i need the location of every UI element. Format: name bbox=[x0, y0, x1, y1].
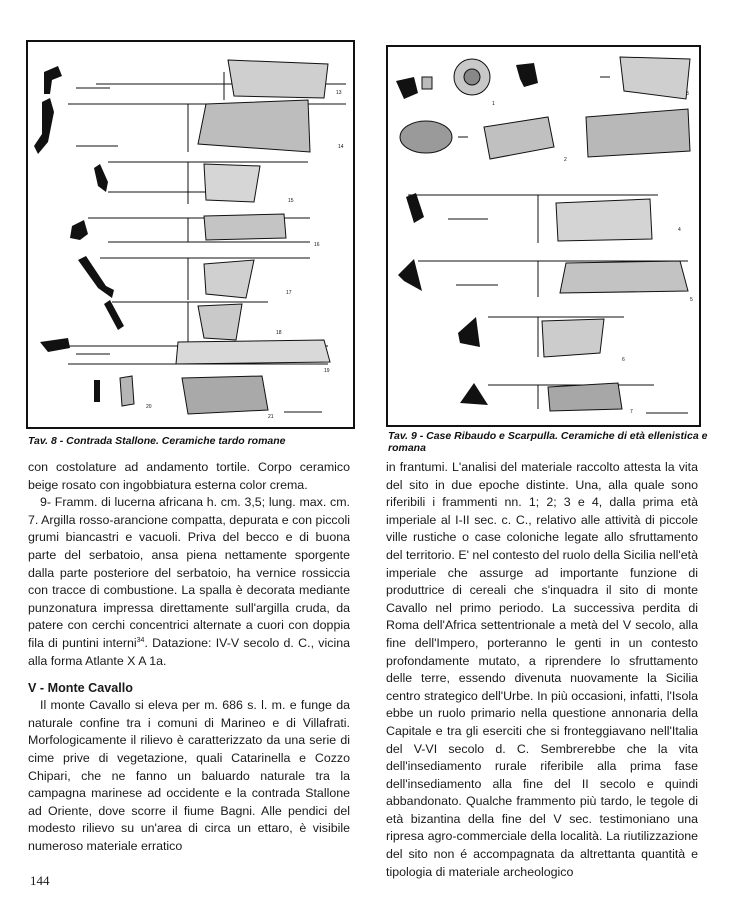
rim-profile-15 bbox=[94, 164, 108, 192]
fig-num-7: 7 bbox=[630, 409, 633, 415]
pottery-drawings-tav-8 bbox=[28, 42, 353, 427]
handle-20 bbox=[120, 376, 134, 406]
fig-num-18: 18 bbox=[276, 330, 282, 336]
sherd-13 bbox=[228, 60, 328, 98]
fig-num-16: 16 bbox=[314, 242, 320, 248]
lamp-fragment-2 bbox=[400, 121, 452, 153]
footnote-ref: 34 bbox=[136, 636, 145, 644]
fig-num-2: 2 bbox=[564, 157, 567, 163]
rim-profile-14 bbox=[34, 98, 54, 154]
rim-profile-13 bbox=[44, 66, 62, 94]
paragraph-lucerna bbox=[28, 494, 350, 670]
fig-num-17: 17 bbox=[286, 290, 292, 296]
rim-profile-6 bbox=[458, 317, 480, 347]
fig-num-6: 6 bbox=[622, 357, 625, 363]
rim-profile-3 bbox=[516, 63, 538, 87]
lamp-fragment-21 bbox=[182, 376, 268, 414]
rim-profile-19 bbox=[40, 338, 70, 352]
page-number: 144 bbox=[30, 873, 50, 888]
fig-num-15: 15 bbox=[288, 198, 294, 204]
sherd-4 bbox=[556, 199, 652, 241]
sherd-2b bbox=[586, 109, 690, 157]
figure-tav-9 bbox=[386, 45, 701, 427]
fig-num-13: 13 bbox=[336, 90, 342, 96]
sherd-6 bbox=[542, 319, 604, 357]
paragraph-lucerna-main: 9- Framm. di lucerna africana h. cm. 3,5; lung. max. cm. 7. Argilla rosso-arancione compatta, depurata e con piccoli grumi biancastri e vacuoli. Priva del becco e di buona parte del serbatoio, ansa piena nettamente sporgente dalla parte posteriore del serbatoio, ha vernice rossiccia con tracce di combustione. La spalla è decorata mediante punzonatura impressa direttamente sull'argilla cruda, da patere con cerchi concentrici alternate a cuori con doppia fila di puntini interni bbox=[28, 495, 350, 650]
rim-profile-16 bbox=[70, 220, 88, 240]
rim-profile-5 bbox=[398, 259, 422, 291]
sherd-2a bbox=[484, 117, 554, 159]
sherd-15 bbox=[204, 164, 260, 202]
paragraph-lucerna-tail: . Datazione: IV-V secolo d. C., vicina alla forma Atlante X A 1a. bbox=[28, 635, 350, 668]
sherd-7 bbox=[548, 383, 622, 411]
figure-tav-8 bbox=[26, 40, 355, 429]
sherd-16 bbox=[204, 214, 286, 240]
fig-num-1: 1 bbox=[492, 101, 495, 107]
paragraph-analisi: in frantumi. L'analisi del materiale raccolto attesta la vita del sito in due epoche distinte. Una, alla quale sono riferibili i frammenti nn. 1; 2; 3 e 4, dalla prima età imperiale al I-II sec. c. C., relativo alle attività di piccole ville rustiche o case coloniche legate allo sfruttamento del territorio. E' nel contesto del ruolo della Sicilia nell'età imperiale che assurge ad importante funzione di produttrice di cereali che s'inquadra il sito di monte Cavallo nel primo periodo. La successiva perdita di Roma dell'Africa settentrionale a metà del V secolo, alla fine dell'Impero, porteranno le genti in un contesto profondamente mutato, a riprendere lo sfruttamento delle terre, essendo divenuta nuovamente la Sicilia centro strategico dell'Urbe. In più occasioni, infatti, l'Isola ebbe un ruolo primario nella questione annonaria della Capitale e tra gli eserciti che si fronteggiavano nell'Italia del V-VI secolo d. C. Sembrerebbe che la vita dell'insediamento rurale riferibile alla prima fase dell'insediamento alla fine del II secolo e quindi abbandonato. Qualche frammento più tardo, le tegole di età bizantina della fine del V sec. testimoniano una ripresa agro-commerciale della località. La riutilizzazione del sito non é accompagnata da altrettanta quantità e tipologia di materiale archeologico bbox=[386, 460, 698, 879]
fig-num-20: 20 bbox=[146, 404, 152, 410]
rim-profile-1 bbox=[396, 77, 418, 99]
sherd-18 bbox=[198, 304, 242, 340]
fig-num-3: 3 bbox=[686, 91, 689, 97]
sherd-5 bbox=[560, 261, 688, 293]
right-text-column bbox=[386, 459, 698, 881]
rim-profile-7 bbox=[460, 383, 488, 405]
rim-profile-18 bbox=[104, 300, 124, 330]
section-heading: V - Monte Cavallo bbox=[28, 681, 133, 696]
sherd-19 bbox=[176, 340, 330, 364]
sherd-3 bbox=[620, 57, 690, 99]
paragraph-monte-cavallo: Il monte Cavallo si eleva per m. 686 s. l. m. e funge da naturale confine tra i comuni di Marineo e di Villafrati. Morfologicamente il rilievo è caratterizzato da una serie di cime prive di vegetazione, quali Catarinella e Cozzo Chipari, che ne fanno un baluardo naturale tra la campagna marinese ad occidente e la contrada Stallone ad Oriente, dove scorre il fiume Bagni. Alle pendici del modesto rilievo su un'area di circa un ettaro, è visibile numeroso materiale erratico bbox=[28, 698, 350, 853]
caption-tav-9: Tav. 9 - Case Ribaudo e Scarpulla. Ceramiche di età ellenistica e romana bbox=[388, 430, 708, 454]
sherd-17 bbox=[204, 260, 254, 298]
fig-num-21: 21 bbox=[268, 414, 274, 420]
caption-tav-8: Tav. 8 - Contrada Stallone. Ceramiche tardo romane bbox=[28, 435, 286, 447]
paragraph-crema: con costolature ad andamento tortile. Corpo ceramico beige rosato con ingobbiatura esterna color crema. bbox=[28, 460, 350, 492]
pottery-drawings-tav-9 bbox=[388, 47, 699, 425]
fig-num-19: 19 bbox=[324, 368, 330, 374]
rim-profile-4 bbox=[406, 193, 424, 223]
fig-num-14: 14 bbox=[338, 144, 344, 150]
fig-num-5: 5 bbox=[690, 297, 693, 303]
fig-num-4: 4 bbox=[678, 227, 681, 233]
rim-profile-17 bbox=[78, 256, 114, 298]
handle-profile-20 bbox=[94, 380, 100, 402]
sherd-14 bbox=[198, 100, 310, 152]
left-text-column bbox=[28, 459, 350, 855]
